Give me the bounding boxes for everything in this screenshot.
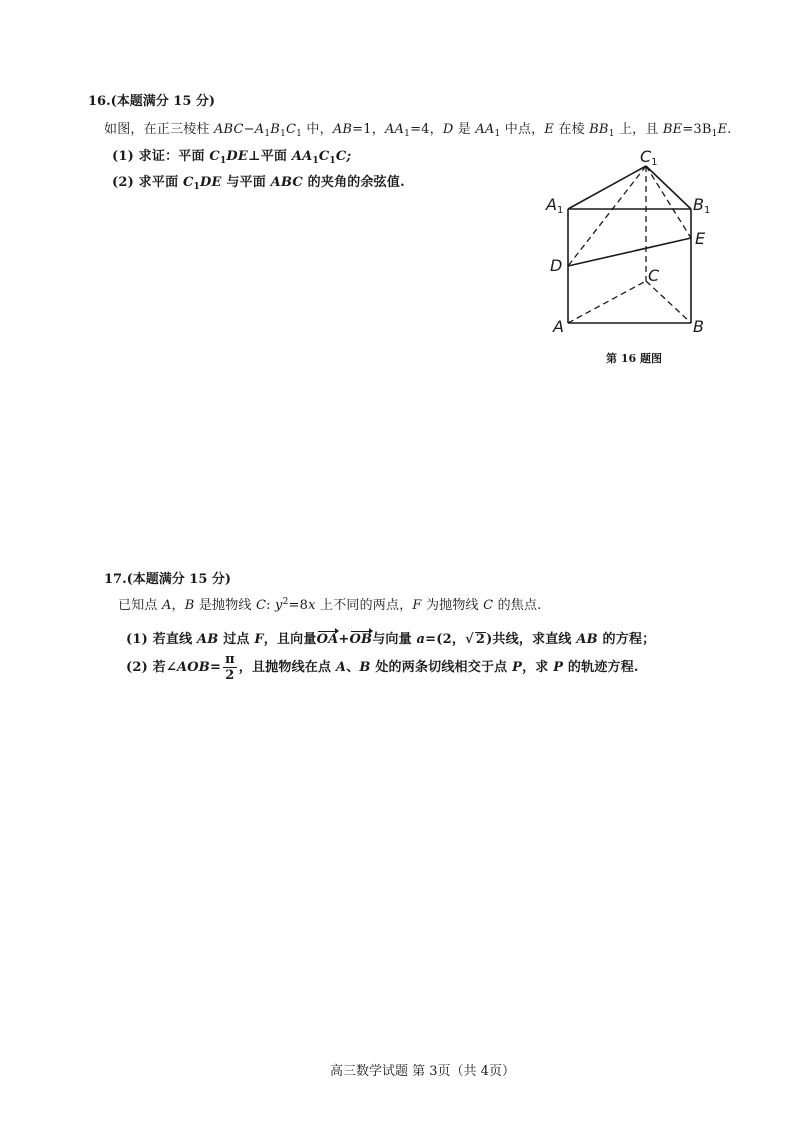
label-a1: $A_1$ (546, 195, 564, 216)
q17-stem: 已知点 A，B 是抛物线 C: $y^2=8x$ 上不同的两点，F 为抛物线 C 的焦点. (118, 597, 542, 613)
triangular-prism-diagram (540, 145, 720, 345)
label-b: B (693, 317, 704, 336)
q17-number: 17. (104, 572, 127, 587)
label-b1: $B_1$ (693, 195, 711, 216)
q17-score: (本题满分 15 分) (126, 572, 232, 587)
q16-figure (540, 145, 720, 375)
segment-d-e (568, 238, 691, 266)
q16-stem: 如图，在正三棱柱 $ABC-A_1B_1C_1$ 中，AB=1，$AA_1=4$，D 是 $AA_1$ 中点，E 在棱 $BB_1$ 上，且 $BE=3B_1E$. (104, 122, 732, 139)
q16-score: (本题满分 15 分) (110, 94, 216, 109)
edge-a1-c1 (568, 166, 646, 209)
q17-part2: (2) 若∠AOB= $\frac{\pi}{2}$ ，且抛物线在点 A、B 处的两条切线相交于点 P，求 P 的轨迹方程. (126, 652, 639, 683)
q16-part1: (1) 求证：平面 $C_1DE\perp$平面 $AA_1C_1C$; (112, 149, 352, 166)
hidden-edge-a-c (568, 281, 646, 323)
q16-number: 16. (88, 94, 111, 109)
vector-ob: OB (349, 632, 373, 647)
sqrt-two: 2 (475, 632, 486, 647)
q16-header (88, 90, 215, 109)
vector-oa: OA (316, 632, 339, 647)
fraction-pi-over-2: $\frac{\pi}{2}$ (225, 652, 235, 683)
page-footer: 高三数学试题 第 3页（共 4页） (330, 1064, 515, 1079)
label-c1: $C_1$ (640, 147, 658, 168)
q16-part2: (2) 求平面 $C_1DE$ 与平面 ABC 的夹角的余弦值. (112, 175, 405, 192)
q17-header (104, 568, 231, 587)
label-c: C (648, 266, 660, 285)
figure-caption: 第 16 题图 (606, 352, 662, 365)
label-e: E (695, 229, 706, 248)
q17-part1: (1) 若直线 AB 过点 F，且向量OA+OB与向量 a=(2，√ 2)共线，求直线 AB 的方程； (126, 632, 656, 647)
label-a: A (553, 317, 564, 336)
label-d: D (550, 256, 563, 275)
hidden-edge-c-b (646, 281, 691, 323)
